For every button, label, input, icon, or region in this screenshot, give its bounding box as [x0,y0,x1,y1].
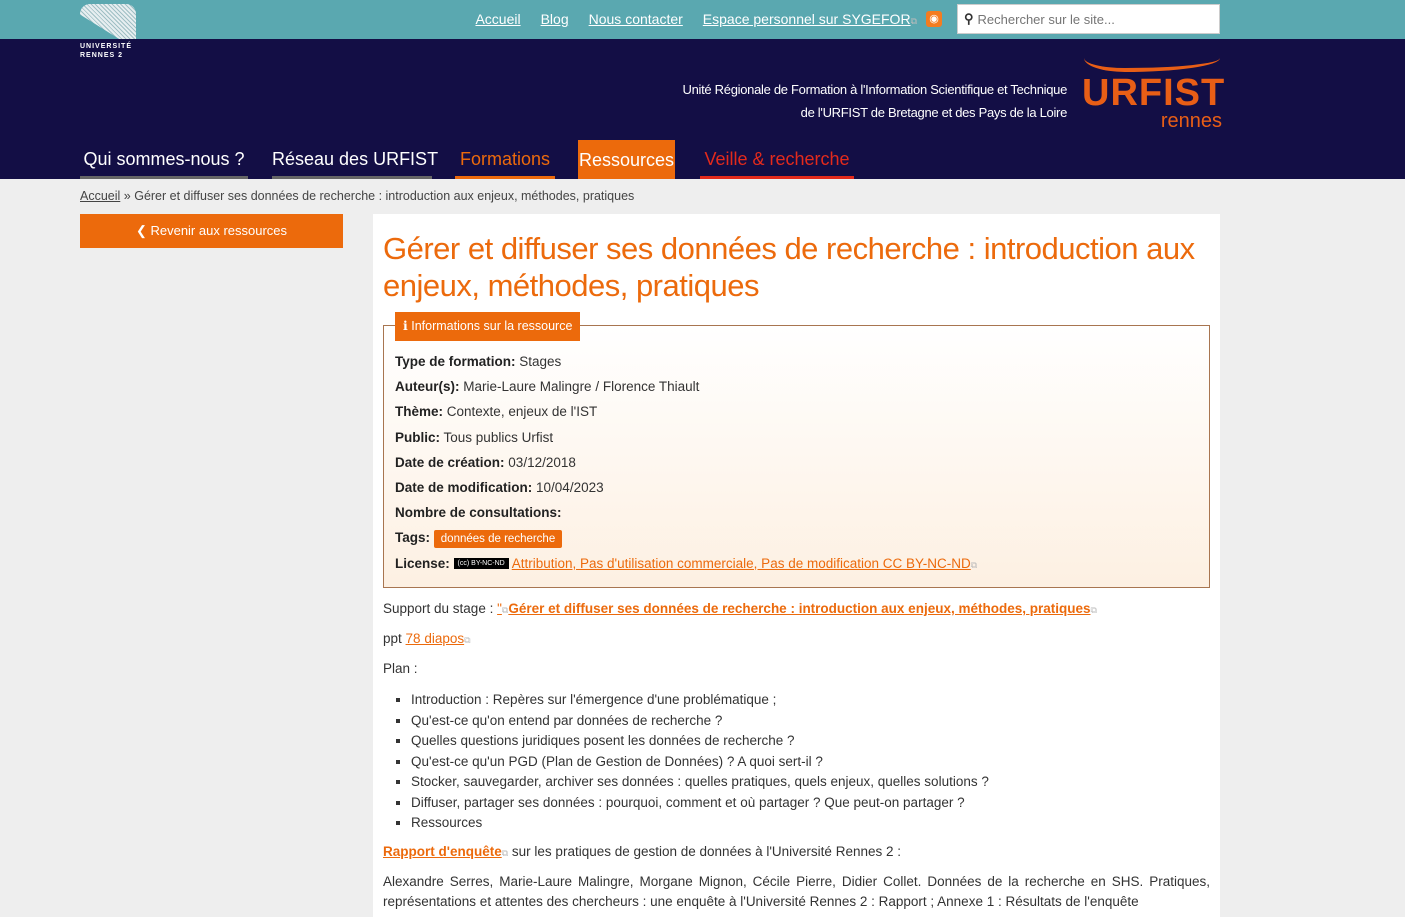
link-sygefor[interactable]: Espace personnel sur SYGEFOR [702,11,911,27]
main-content [373,214,1220,917]
info-type: Type de formation: Stages [395,354,562,369]
plan-item: ▪ Ressources [411,813,989,834]
info-theme: Thème: Contexte, enjeux de l'IST [395,404,598,420]
support-line: Support du stage : "⧉Gérer et diffuser ses données de recherche : introduction aux enjeux, méthodes, pratiques⧉ [383,601,1097,616]
urfist-brand: URFIST [1082,72,1226,114]
info-legend [395,312,580,341]
plan-item: ▪ Stocker, sauvegarder, archiver ses données : quelles pratiques, quels enjeux, quelles solutions ? [411,772,989,793]
search-box[interactable] [957,4,1220,34]
breadcrumb [80,189,634,203]
support-link[interactable]: Gérer et diffuser ses données de recherche : introduction aux enjeux, méthodes, pratiques [508,601,1091,616]
search-icon: ⚲ [964,11,974,26]
tagline-line-1: Unité Régionale de Formation à l'Information Scientifique et Technique [682,82,1067,97]
nav-reseau[interactable]: Réseau des URFIST [272,140,432,179]
page-title: Gérer et diffuser ses données de recherche : introduction aux enjeux, méthodes, pratiques [383,231,1195,303]
resource-info-box [383,319,1210,588]
ppt-link[interactable]: 78 diapos [405,631,465,646]
external-link-icon: ⧉ [970,559,978,570]
logo-text: RENNES 2 [80,52,124,59]
info-public: Public: Tous publics Urfist [395,429,554,445]
plan-label: Plan : [383,661,418,676]
plan-item: ▪ Diffuser, partager ses données : pourquoi, comment et où partager ? Que peut-on partager ? [411,793,989,814]
link-contact[interactable]: Nous contacter [588,11,683,27]
breadcrumb-home[interactable]: Accueil [80,189,121,203]
ppt-line: ppt 78 diapos⧉ [383,631,471,646]
tag-badge[interactable]: données de recherche [434,530,562,548]
link-blog[interactable]: Blog [540,11,569,27]
breadcrumb-separator: » [123,189,131,203]
info-modified: Date de modification: 10/04/2023 [395,479,604,495]
plan-item: ▪ Quelles questions juridiques posent les données de recherche ? [411,731,989,752]
top-bar [0,0,1405,59]
info-tags: Tags: données de recherche [395,530,977,555]
urfist-logo[interactable] [1082,58,1226,133]
universite-rennes2-logo[interactable] [80,4,140,62]
back-label: Revenir aux ressources [150,223,288,238]
cc-license-badge[interactable]: (cc) BY-NC-ND [454,558,509,569]
plan-item: ▪ Qu'est-ce qu'on entend par données de recherche ? [411,711,989,732]
rss-icon[interactable]: ◉ [926,11,942,27]
nav-ressources[interactable]: Ressources [578,140,675,179]
support-quote-link[interactable]: " [497,601,502,616]
logo-text: UNIVERSITÉ [80,43,133,50]
external-link-icon: ⧉ [464,635,471,645]
nav-qui-sommes-nous[interactable]: Qui sommes-nous ? [80,140,248,179]
breadcrumb-current: Gérer et diffuser ses données de recherche : introduction aux enjeux, méthodes, pratiques [134,189,635,203]
link-accueil[interactable]: Accueil [475,11,521,27]
info-created: Date de création: 03/12/2018 [395,454,576,470]
back-to-resources-button[interactable] [80,214,343,248]
search-input[interactable] [978,12,1208,27]
report-line: Rapport d'enquête⧉ sur les pratiques de gestion de données à l'Université Rennes 2 : [383,844,901,859]
info-author: Auteur(s): Marie-Laure Malingre / Florence Thiault [395,379,700,395]
info-views: Nombre de consultations: [395,505,562,521]
plan-item: ▪ Introduction : Repères sur l'émergence d'une problématique ; [411,690,989,711]
nav-veille-recherche[interactable]: Veille & recherche [700,140,854,179]
license-link[interactable]: Attribution, Pas d'utilisation commerciale, Pas de modification CC BY-NC-ND [511,555,971,571]
external-link-icon: ⧉ [1090,605,1097,615]
legend-text: Informations sur la ressource [411,319,573,333]
r2-logo-mark [80,4,136,39]
urfist-sub: rennes [1160,110,1222,132]
report-link[interactable]: Rapport d'enquête [383,844,502,859]
info-license: License: (cc) BY-NC-ND Attribution, Pas d'utilisation commerciale, Pas de modification CC BY-NC-ND⧉ [395,555,978,571]
plan-item: ▪ Qu'est-ce qu'un PGD (Plan de Gestion de Données) ? A quoi sert-il ? [411,752,989,773]
external-link-icon: ⧉ [501,848,509,858]
citation: Alexandre Serres, Marie-Laure Malingre, Morgane Mignon, Cécile Pierre, Didier Collet. Données de la recherche en SHS. Pratiques, représentations et attentes des chercheurs : une enquête à l'Université Rennes 2 : Rapport ; Annexe 1 : Résultats de l'enquête [383,874,1210,909]
tagline-line-2: de l'URFIST de Bretagne et des Pays de la Loire [800,105,1067,120]
plan-list [411,690,989,834]
nav-formations[interactable]: Formations [455,140,555,179]
info-icon: ℹ [403,319,412,333]
external-link-icon: ⧉ [910,16,917,26]
chevron-left-icon: ❮ [135,223,151,238]
